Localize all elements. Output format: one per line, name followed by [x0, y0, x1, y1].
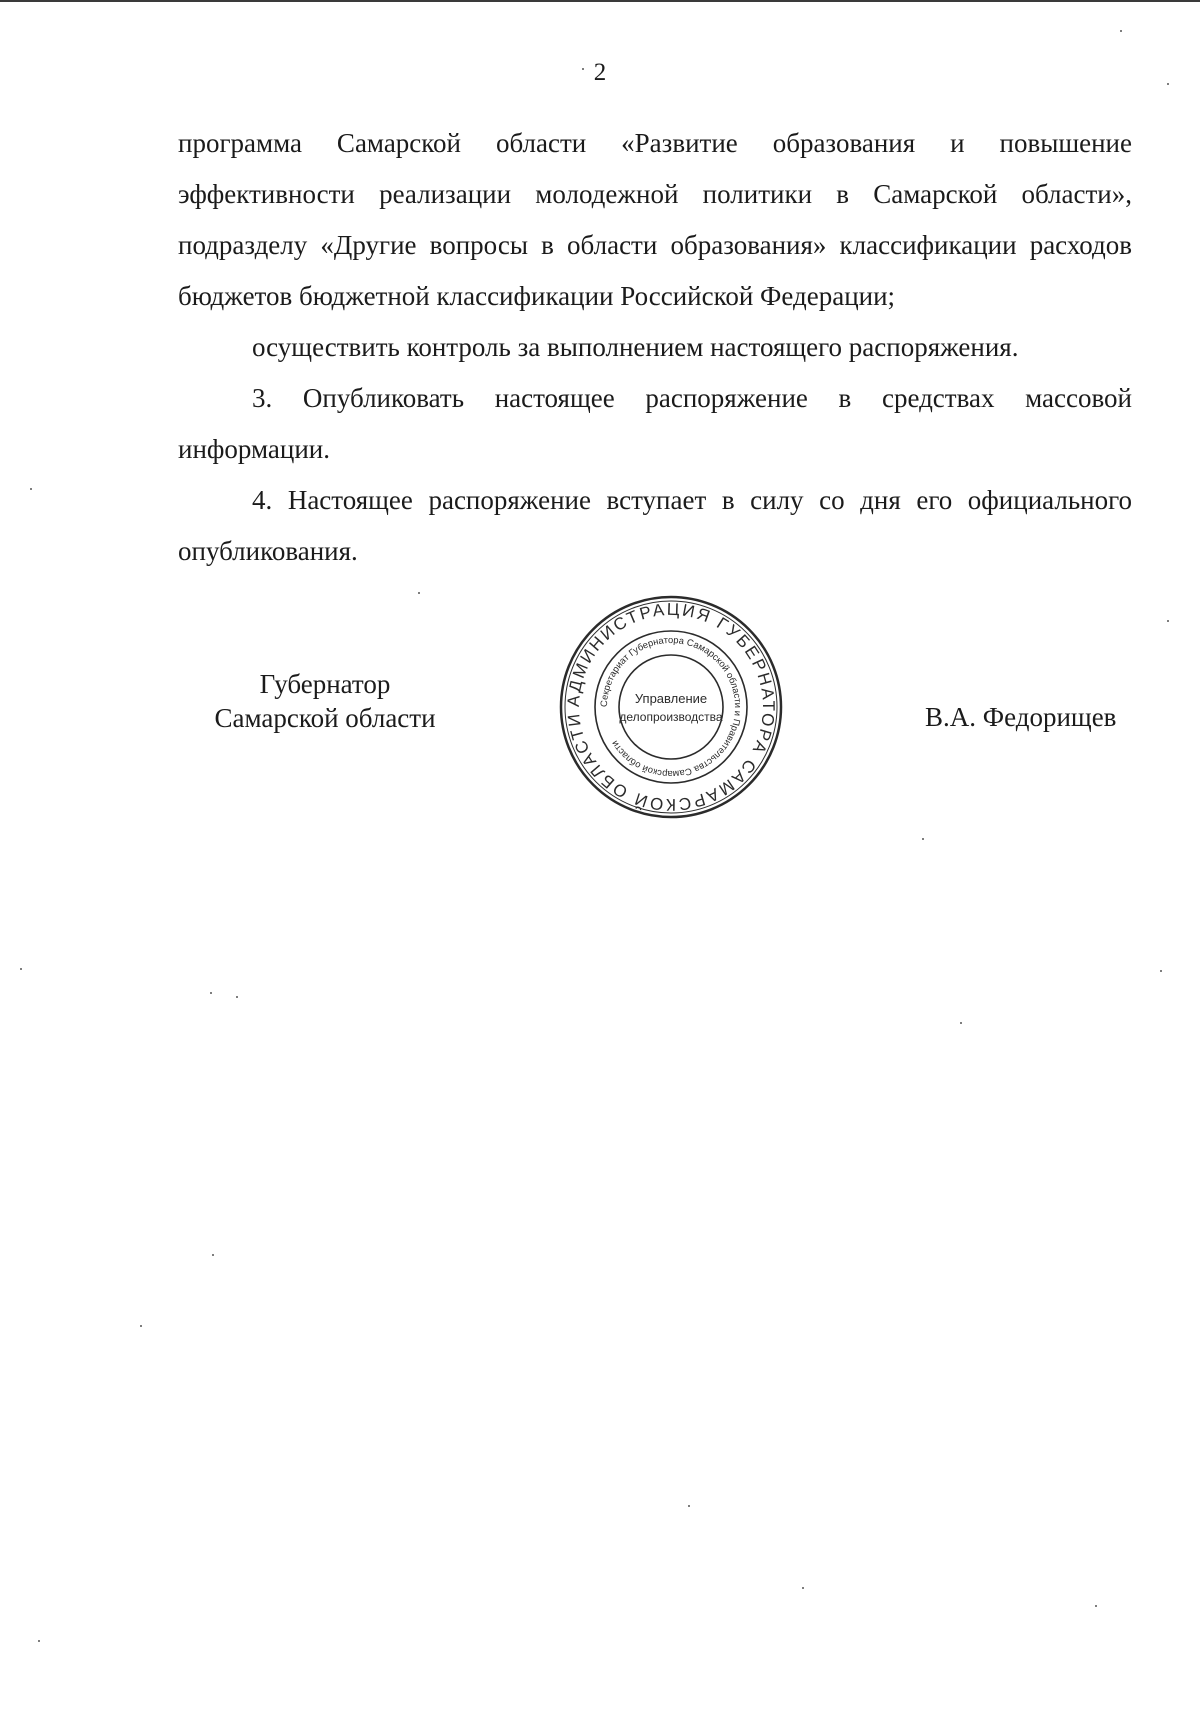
top-rule [0, 0, 1200, 2]
signatory-title [200, 667, 450, 735]
stamp-inner-ring-text: Секретариат Губернатора Самарской области и Правительства Самарской области [597, 633, 745, 781]
scan-speck [212, 1254, 214, 1256]
scan-speck [30, 488, 32, 490]
stamp-middle-circle [595, 631, 747, 783]
stamp-outer-ring-text: АДМИНИСТРАЦИЯ ГУБЕРНАТОРА САМАРСКОЙ ОБЛАСТИ [563, 599, 779, 815]
scan-speck [140, 1325, 142, 1327]
scan-speck [1095, 1605, 1097, 1607]
paragraph-publish: 3. Опубликовать настоящее распоряжение в средствах массовой информации. [178, 383, 1132, 464]
scan-speck [1120, 30, 1122, 32]
scan-speck [582, 68, 584, 70]
paragraph-control: осуществить контроль за выполнением настоящего распоряжения. [252, 332, 1019, 362]
stamp-center-line2: делопроизводства [619, 710, 723, 724]
scan-speck [802, 1587, 804, 1589]
stamp-inner-circle [619, 655, 723, 759]
page-number: 2 [593, 59, 607, 86]
scan-speck [1167, 620, 1169, 622]
scan-speck [20, 968, 22, 970]
scan-speck [418, 592, 420, 594]
signatory-title-line1: Губернатор [259, 669, 391, 699]
scan-speck [1160, 970, 1162, 972]
scan-speck [688, 1505, 690, 1507]
stamp-center-line1: Управление [634, 691, 708, 706]
paragraph-continuation: программа Самарской области «Развитие образования и повышение эффективности реализации молодежной политики в Самарской области», подразделу «Другие вопросы в области образования» классификации расходов бюджетов бюджетной классификации Российской Федерации; [178, 128, 1132, 311]
stamp-outer-circle [561, 597, 781, 817]
document-body [178, 118, 1132, 577]
scan-speck [960, 1022, 962, 1024]
scan-speck [1167, 83, 1169, 85]
scan-speck [922, 838, 924, 840]
official-stamp [555, 591, 787, 823]
scan-speck [210, 992, 212, 994]
scan-speck [38, 1640, 40, 1642]
scan-speck [236, 996, 238, 998]
signatory-name: В.А. Федорищев [925, 702, 1117, 732]
signatory-title-line2: Самарской области [214, 703, 436, 733]
paragraph-effective-date: 4. Настоящее распоряжение вступает в силу со дня его официального опубликования. [178, 485, 1132, 566]
